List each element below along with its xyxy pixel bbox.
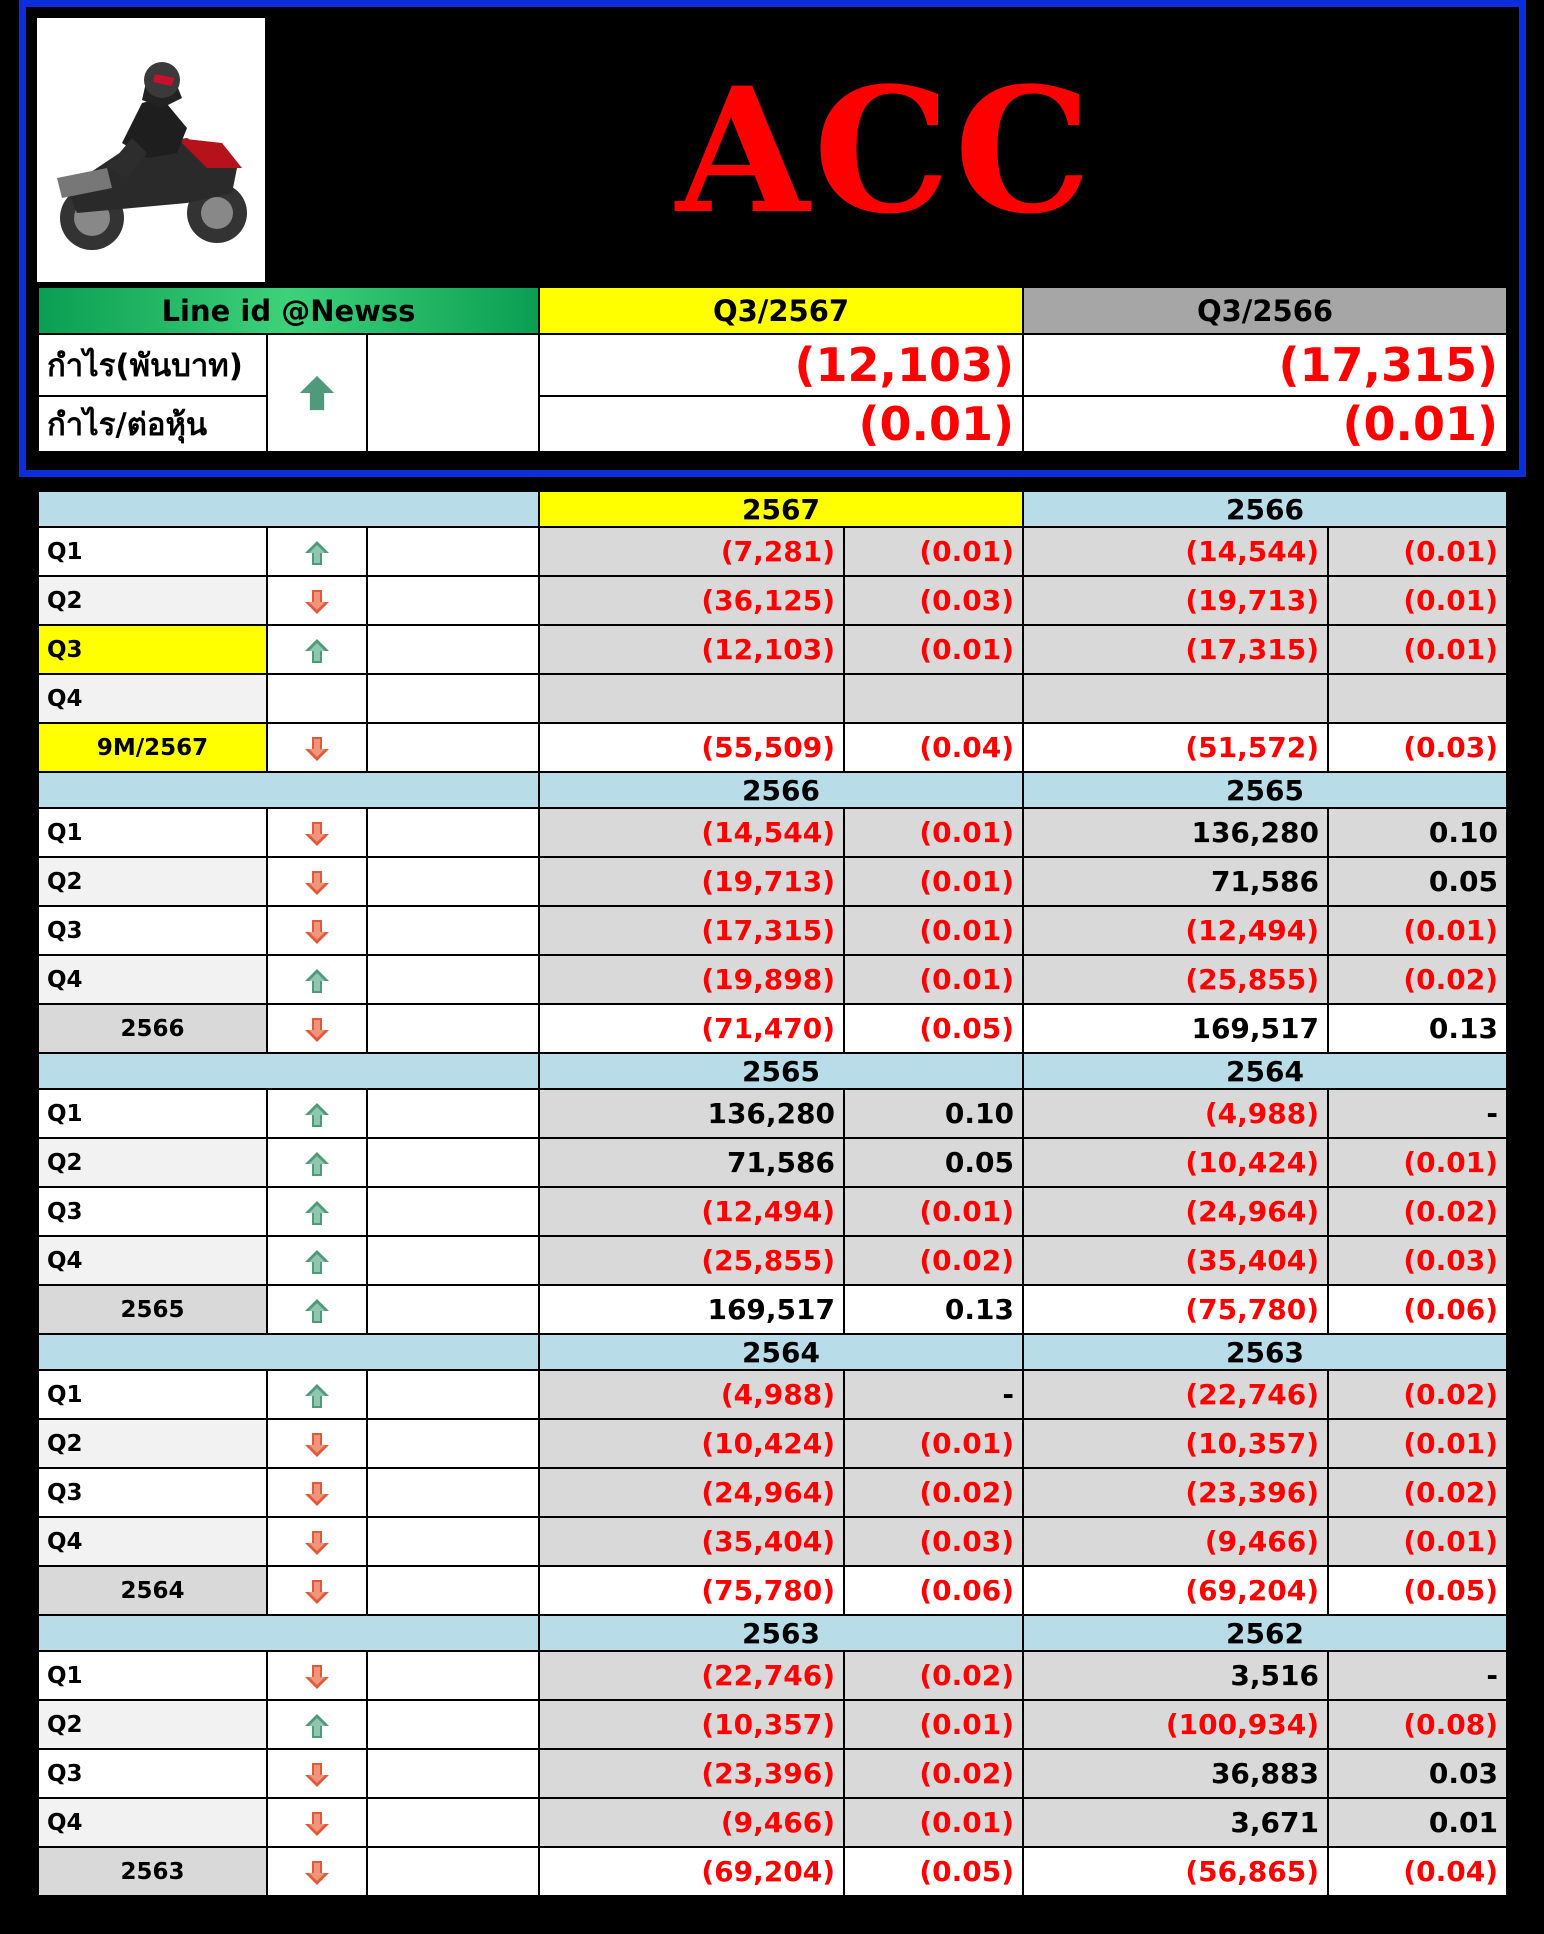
right-eps-cell: (0.01)	[1328, 1138, 1507, 1187]
right-profit-cell: 3,671	[1023, 1798, 1328, 1847]
profit-previous-value: (17,315)	[1023, 334, 1507, 396]
right-eps-cell: (0.02)	[1328, 1370, 1507, 1419]
line-id-header: Line id @Newss	[38, 287, 539, 334]
row-label: Q1	[38, 1651, 267, 1700]
year-header-row	[38, 1334, 1507, 1370]
trend-up-icon	[303, 1248, 331, 1276]
blank-cell	[367, 1798, 539, 1847]
row-label: Q4	[38, 1798, 267, 1847]
left-profit-cell: (35,404)	[539, 1517, 844, 1566]
quarter-row	[38, 1517, 1507, 1566]
row-label: Q4	[38, 1236, 267, 1285]
trend-cell	[267, 1138, 367, 1187]
right-profit-cell: (14,544)	[1023, 527, 1328, 576]
blank-cell	[367, 1089, 539, 1138]
quarter-row	[38, 1468, 1507, 1517]
right-year-header: 2562	[1023, 1615, 1507, 1651]
blank-cell	[367, 955, 539, 1004]
right-eps-cell: (0.06)	[1328, 1285, 1507, 1334]
left-profit-cell: (69,204)	[539, 1847, 844, 1896]
left-profit-cell: (10,424)	[539, 1419, 844, 1468]
blank-cell	[367, 723, 539, 772]
left-eps-cell: 0.05	[844, 1138, 1023, 1187]
total-row	[38, 1004, 1507, 1053]
row-label: Q1	[38, 808, 267, 857]
left-profit-cell: (22,746)	[539, 1651, 844, 1700]
row-label: Q2	[38, 576, 267, 625]
trend-cell	[267, 1517, 367, 1566]
row-label: Q3	[38, 625, 267, 674]
right-eps-cell: (0.02)	[1328, 955, 1507, 1004]
left-profit-cell: (23,396)	[539, 1749, 844, 1798]
right-eps-cell: (0.01)	[1328, 906, 1507, 955]
left-year-header: 2566	[539, 772, 1023, 808]
trend-down-icon	[303, 1761, 331, 1789]
trend-cell	[267, 1370, 367, 1419]
row-label: Q2	[38, 1419, 267, 1468]
right-profit-cell: (56,865)	[1023, 1847, 1328, 1896]
quarter-row	[38, 1749, 1507, 1798]
right-eps-cell: (0.01)	[1328, 625, 1507, 674]
blank-cell	[367, 576, 539, 625]
year-header-row	[38, 1053, 1507, 1089]
left-eps-cell: (0.04)	[844, 723, 1023, 772]
left-year-header: 2567	[539, 491, 1023, 527]
blank-cell	[367, 674, 539, 723]
row-label: Q1	[38, 1089, 267, 1138]
logo	[37, 18, 265, 282]
quarter-row	[38, 857, 1507, 906]
left-year-header: 2565	[539, 1053, 1023, 1089]
trend-cell	[267, 723, 367, 772]
trend-up-icon	[297, 373, 337, 413]
trend-cell	[267, 857, 367, 906]
right-eps-cell: (0.03)	[1328, 1236, 1507, 1285]
trend-cell	[267, 1236, 367, 1285]
blank-cell	[367, 1468, 539, 1517]
trend-cell	[267, 1749, 367, 1798]
left-profit-cell: (25,855)	[539, 1236, 844, 1285]
trend-cell	[267, 1089, 367, 1138]
left-eps-cell: (0.05)	[844, 1847, 1023, 1896]
right-profit-cell: (19,713)	[1023, 576, 1328, 625]
right-eps-cell: 0.13	[1328, 1004, 1507, 1053]
trend-down-icon	[303, 1431, 331, 1459]
summary-blank-cell	[367, 334, 539, 452]
right-profit-cell: (12,494)	[1023, 906, 1328, 955]
left-profit-cell: (14,544)	[539, 808, 844, 857]
left-profit-cell: 136,280	[539, 1089, 844, 1138]
row-label: 2566	[38, 1004, 267, 1053]
right-eps-cell: -	[1328, 1651, 1507, 1700]
right-profit-cell: 71,586	[1023, 857, 1328, 906]
trend-down-icon	[303, 1810, 331, 1838]
row-label: Q3	[38, 1468, 267, 1517]
left-profit-cell: (12,494)	[539, 1187, 844, 1236]
trend-down-icon	[303, 869, 331, 897]
trend-cell	[267, 625, 367, 674]
right-eps-cell: (0.08)	[1328, 1700, 1507, 1749]
quarter-row	[38, 1419, 1507, 1468]
row-label: Q3	[38, 1187, 267, 1236]
blank-cell	[367, 1700, 539, 1749]
trend-cell	[267, 527, 367, 576]
blank-cell	[367, 857, 539, 906]
total-row	[38, 1566, 1507, 1615]
year-header-row	[38, 772, 1507, 808]
trend-down-icon	[303, 1016, 331, 1044]
blank-cell	[367, 625, 539, 674]
trend-up-icon	[303, 539, 331, 567]
left-eps-cell: (0.01)	[844, 1187, 1023, 1236]
left-profit-cell: (75,780)	[539, 1566, 844, 1615]
trend-cell	[267, 674, 367, 723]
left-eps-cell: -	[844, 1370, 1023, 1419]
quarter-row	[38, 1700, 1507, 1749]
row-label: 2565	[38, 1285, 267, 1334]
trend-cell	[267, 1798, 367, 1847]
right-eps-cell: (0.02)	[1328, 1187, 1507, 1236]
left-eps-cell: (0.01)	[844, 906, 1023, 955]
trend-down-icon	[303, 1529, 331, 1557]
right-year-header: 2563	[1023, 1334, 1507, 1370]
right-profit-cell: 3,516	[1023, 1651, 1328, 1700]
quarter-row	[38, 906, 1507, 955]
right-profit-cell: 136,280	[1023, 808, 1328, 857]
summary-table	[37, 286, 1508, 453]
left-profit-cell: 71,586	[539, 1138, 844, 1187]
right-profit-cell: (4,988)	[1023, 1089, 1328, 1138]
left-eps-cell: (0.02)	[844, 1749, 1023, 1798]
right-profit-cell: (10,357)	[1023, 1419, 1328, 1468]
left-profit-cell: 169,517	[539, 1285, 844, 1334]
trend-up-icon	[303, 1101, 331, 1129]
left-eps-cell: (0.06)	[844, 1566, 1023, 1615]
row-label: Q2	[38, 1700, 267, 1749]
blank-cell	[367, 1517, 539, 1566]
blank-cell	[367, 1138, 539, 1187]
row-label: Q2	[38, 857, 267, 906]
left-eps-cell	[844, 674, 1023, 723]
trend-down-icon	[303, 820, 331, 848]
total-row	[38, 723, 1507, 772]
trend-up-icon	[303, 1382, 331, 1410]
row-label: Q4	[38, 1517, 267, 1566]
right-profit-cell: (22,746)	[1023, 1370, 1328, 1419]
left-profit-cell: (19,713)	[539, 857, 844, 906]
left-year-header: 2564	[539, 1334, 1023, 1370]
left-eps-cell: (0.03)	[844, 576, 1023, 625]
blank-cell	[367, 1749, 539, 1798]
right-year-header: 2564	[1023, 1053, 1507, 1089]
right-eps-cell: (0.01)	[1328, 1517, 1507, 1566]
trend-down-icon	[303, 735, 331, 763]
row-label: Q3	[38, 906, 267, 955]
trend-down-icon	[303, 588, 331, 616]
left-eps-cell: (0.01)	[844, 625, 1023, 674]
left-profit-cell: (17,315)	[539, 906, 844, 955]
quarter-row	[38, 1651, 1507, 1700]
row-label: 9M/2567	[38, 723, 267, 772]
right-eps-cell: 0.03	[1328, 1749, 1507, 1798]
right-eps-cell: 0.05	[1328, 857, 1507, 906]
year-header-blank	[38, 772, 539, 808]
row-label: Q2	[38, 1138, 267, 1187]
row-label: Q4	[38, 955, 267, 1004]
total-row	[38, 1847, 1507, 1896]
left-year-header: 2563	[539, 1615, 1023, 1651]
blank-cell	[367, 1285, 539, 1334]
eps-previous-value: (0.01)	[1023, 396, 1507, 452]
trend-up-icon	[303, 967, 331, 995]
left-profit-cell: (24,964)	[539, 1468, 844, 1517]
right-profit-cell: (25,855)	[1023, 955, 1328, 1004]
right-profit-cell: (69,204)	[1023, 1566, 1328, 1615]
right-profit-cell: (9,466)	[1023, 1517, 1328, 1566]
left-profit-cell: (7,281)	[539, 527, 844, 576]
blank-cell	[367, 1566, 539, 1615]
quarter-row	[38, 955, 1507, 1004]
blank-cell	[367, 1651, 539, 1700]
trend-down-icon	[303, 1480, 331, 1508]
year-header-blank	[38, 491, 539, 527]
row-label: Q3	[38, 1749, 267, 1798]
trend-up-icon	[303, 1297, 331, 1325]
trend-down-icon	[303, 918, 331, 946]
summary-trend-cell	[267, 334, 367, 452]
right-year-header: 2566	[1023, 491, 1507, 527]
left-eps-cell: (0.01)	[844, 527, 1023, 576]
trend-up-icon	[303, 1150, 331, 1178]
motorcycle-rider-logo-icon	[37, 18, 265, 282]
right-eps-cell: (0.05)	[1328, 1566, 1507, 1615]
left-profit-cell: (4,988)	[539, 1370, 844, 1419]
page-title: ACC	[675, 48, 1096, 252]
quarter-row	[38, 576, 1507, 625]
blank-cell	[367, 1187, 539, 1236]
quarter-row	[38, 1138, 1507, 1187]
left-eps-cell: (0.01)	[844, 1419, 1023, 1468]
left-eps-cell: (0.05)	[844, 1004, 1023, 1053]
trend-cell	[267, 1285, 367, 1334]
quarter-row	[38, 1798, 1507, 1847]
trend-down-icon	[303, 1578, 331, 1606]
trend-cell	[267, 808, 367, 857]
quarterly-earnings-table	[37, 490, 1508, 1897]
left-eps-cell: (0.01)	[844, 808, 1023, 857]
trend-up-icon	[303, 1712, 331, 1740]
right-eps-cell: (0.01)	[1328, 576, 1507, 625]
left-profit-cell: (10,357)	[539, 1700, 844, 1749]
profit-current-value: (12,103)	[539, 334, 1023, 396]
profit-label: กำไร(พันบาท)	[38, 334, 267, 396]
trend-cell	[267, 1419, 367, 1468]
trend-cell	[267, 1187, 367, 1236]
quarter-row	[38, 527, 1507, 576]
blank-cell	[367, 1236, 539, 1285]
left-eps-cell: (0.02)	[844, 1468, 1023, 1517]
right-year-header: 2565	[1023, 772, 1507, 808]
right-eps-cell: (0.04)	[1328, 1847, 1507, 1896]
row-label: Q1	[38, 1370, 267, 1419]
blank-cell	[367, 808, 539, 857]
trend-cell	[267, 1700, 367, 1749]
current-quarter-header: Q3/2567	[539, 287, 1023, 334]
quarter-row	[38, 1370, 1507, 1419]
left-profit-cell: (36,125)	[539, 576, 844, 625]
left-eps-cell: (0.01)	[844, 955, 1023, 1004]
trend-cell	[267, 1566, 367, 1615]
right-profit-cell: 36,883	[1023, 1749, 1328, 1798]
right-eps-cell: (0.01)	[1328, 527, 1507, 576]
trend-cell	[267, 1847, 367, 1896]
eps-current-value: (0.01)	[539, 396, 1023, 452]
row-label: Q4	[38, 674, 267, 723]
left-profit-cell: (55,509)	[539, 723, 844, 772]
left-eps-cell: (0.01)	[844, 1798, 1023, 1847]
year-header-blank	[38, 1053, 539, 1089]
left-eps-cell: 0.10	[844, 1089, 1023, 1138]
right-eps-cell: -	[1328, 1089, 1507, 1138]
right-eps-cell: (0.01)	[1328, 1419, 1507, 1468]
quarter-row	[38, 808, 1507, 857]
blank-cell	[367, 1419, 539, 1468]
right-profit-cell: (75,780)	[1023, 1285, 1328, 1334]
trend-up-icon	[303, 637, 331, 665]
trend-cell	[267, 955, 367, 1004]
eps-label: กำไร/ต่อหุ้น	[38, 396, 267, 452]
year-header-blank	[38, 1334, 539, 1370]
quarter-row	[38, 625, 1507, 674]
left-profit-cell: (71,470)	[539, 1004, 844, 1053]
year-header-row	[38, 1615, 1507, 1651]
right-eps-cell: (0.02)	[1328, 1468, 1507, 1517]
left-eps-cell: (0.02)	[844, 1236, 1023, 1285]
right-profit-cell: (17,315)	[1023, 625, 1328, 674]
trend-up-icon	[303, 1199, 331, 1227]
right-profit-cell: (51,572)	[1023, 723, 1328, 772]
right-eps-cell: (0.03)	[1328, 723, 1507, 772]
left-eps-cell: (0.02)	[844, 1651, 1023, 1700]
trend-cell	[267, 1651, 367, 1700]
left-eps-cell: (0.01)	[844, 1700, 1023, 1749]
previous-quarter-header: Q3/2566	[1023, 287, 1507, 334]
row-label: 2564	[38, 1566, 267, 1615]
trend-down-icon	[303, 1859, 331, 1887]
left-profit-cell: (12,103)	[539, 625, 844, 674]
trend-cell	[267, 1468, 367, 1517]
quarter-row	[38, 674, 1507, 723]
left-profit-cell: (9,466)	[539, 1798, 844, 1847]
blank-cell	[367, 1847, 539, 1896]
blank-cell	[367, 527, 539, 576]
blank-cell	[367, 1004, 539, 1053]
trend-cell	[267, 906, 367, 955]
year-header-blank	[38, 1615, 539, 1651]
left-eps-cell: (0.01)	[844, 857, 1023, 906]
right-profit-cell: 169,517	[1023, 1004, 1328, 1053]
quarter-row	[38, 1089, 1507, 1138]
trend-cell	[267, 1004, 367, 1053]
total-row	[38, 1285, 1507, 1334]
left-profit-cell: (19,898)	[539, 955, 844, 1004]
right-eps-cell: 0.10	[1328, 808, 1507, 857]
year-header-row	[38, 491, 1507, 527]
blank-cell	[367, 1370, 539, 1419]
right-profit-cell: (23,396)	[1023, 1468, 1328, 1517]
right-eps-cell: 0.01	[1328, 1798, 1507, 1847]
right-profit-cell: (10,424)	[1023, 1138, 1328, 1187]
right-profit-cell: (24,964)	[1023, 1187, 1328, 1236]
quarter-row	[38, 1187, 1507, 1236]
quarter-row	[38, 1236, 1507, 1285]
right-eps-cell	[1328, 674, 1507, 723]
blank-cell	[367, 906, 539, 955]
row-label: 2563	[38, 1847, 267, 1896]
left-eps-cell: 0.13	[844, 1285, 1023, 1334]
right-profit-cell: (35,404)	[1023, 1236, 1328, 1285]
trend-cell	[267, 576, 367, 625]
right-profit-cell	[1023, 674, 1328, 723]
trend-down-icon	[303, 1663, 331, 1691]
right-profit-cell: (100,934)	[1023, 1700, 1328, 1749]
row-label: Q1	[38, 527, 267, 576]
left-profit-cell	[539, 674, 844, 723]
left-eps-cell: (0.03)	[844, 1517, 1023, 1566]
